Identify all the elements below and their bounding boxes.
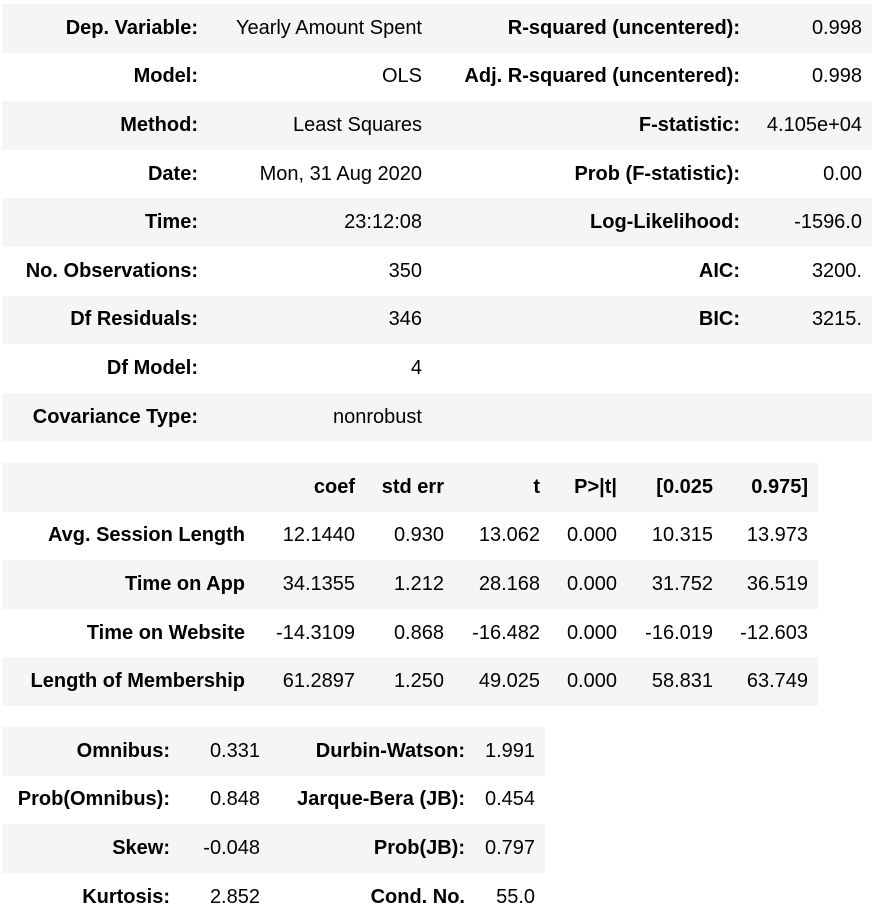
table-cell: -12.603 (740, 621, 808, 644)
summary-value: 3200. (811, 259, 862, 282)
table-row (2, 53, 872, 102)
diagnostic-label: Omnibus: (2, 727, 180, 776)
summary-value: 4.105e+04 (750, 101, 872, 150)
diagnostic-value: -0.048 (180, 824, 270, 873)
summary-label: Adj. R-squared (uncentered): (464, 65, 740, 88)
summary-label: Model: (133, 65, 198, 88)
table-header-row (2, 463, 818, 512)
table-cell: 13.973 (746, 524, 808, 547)
summary-value: 0.998 (811, 65, 862, 88)
table-row (2, 727, 545, 776)
table-cell: 36.519 (723, 560, 818, 609)
table-cell: -16.482 (472, 621, 540, 644)
table-row (2, 560, 818, 609)
table-cell: 10.315 (651, 524, 713, 547)
table-row (2, 198, 872, 247)
table-cell: 63.749 (723, 657, 818, 706)
table-cell: 0.000 (550, 657, 627, 706)
diagnostic-label: Jarque-Bera (JB): (297, 788, 465, 811)
diagnostic-label: Kurtosis: (82, 885, 170, 908)
diagnostic-value: 55.0 (496, 885, 536, 908)
summary-label: Dep. Variable: (2, 4, 208, 53)
summary-label: BIC: (432, 296, 750, 345)
summary-value: 0.00 (823, 162, 862, 185)
summary-label (432, 393, 750, 442)
table-cell: -14.3109 (276, 621, 355, 644)
coefficients-table (2, 463, 818, 706)
diagnostic-label: Durbin-Watson: (270, 727, 475, 776)
summary-label (432, 344, 750, 393)
table-row (2, 101, 872, 150)
summary-label: Method: (2, 101, 208, 150)
summary-value: Least Squares (208, 101, 432, 150)
table-cell: 28.168 (454, 560, 550, 609)
diagnostic-value: 0.797 (475, 824, 545, 873)
diagnostic-value: 0.454 (485, 788, 536, 811)
summary-value: 3215. (750, 296, 872, 345)
diagnostic-value: 1.991 (475, 727, 545, 776)
diagnostic-label: Prob(JB): (270, 824, 475, 873)
summary-value: 4 (410, 356, 422, 379)
summary-value: 0.998 (750, 4, 872, 53)
table-cell: 1.212 (365, 560, 454, 609)
summary-label: No. Observations: (25, 259, 198, 282)
summary-label: AIC: (698, 259, 740, 282)
diagnostic-value: 0.331 (180, 727, 270, 776)
table-cell: -16.019 (645, 621, 713, 644)
summary-value: 350 (388, 259, 422, 282)
row-header: Length of Membership (2, 657, 255, 706)
table-cell: 34.1355 (255, 560, 365, 609)
table-cell: 0.000 (566, 524, 617, 547)
table-cell: 1.250 (365, 657, 454, 706)
table-row (2, 776, 545, 825)
summary-label: Prob (F-statistic): (574, 162, 740, 185)
table-cell: 58.831 (627, 657, 723, 706)
diagnostic-label: Cond. No. (370, 885, 465, 908)
table-row (2, 393, 872, 442)
column-header (2, 463, 255, 512)
table-row (2, 150, 872, 199)
summary-label: Df Model: (106, 356, 198, 379)
column-header: coef (255, 463, 365, 512)
table-cell: 12.1440 (282, 524, 355, 547)
summary-label: Log-Likelihood: (432, 198, 750, 247)
ols-summary-table (2, 4, 872, 441)
column-header: std err (365, 463, 454, 512)
summary-value (750, 344, 872, 393)
table-cell: 0.930 (393, 524, 444, 547)
table-row (2, 4, 872, 53)
table-row (2, 609, 818, 658)
table-row (2, 657, 818, 706)
row-header: Time on App (2, 560, 255, 609)
summary-value: nonrobust (208, 393, 432, 442)
summary-label: Date: (147, 162, 198, 185)
table-row (2, 512, 818, 561)
table-cell: 0.868 (393, 621, 444, 644)
diagnostic-label: Prob(Omnibus): (17, 788, 170, 811)
column-header: 0.975] (723, 463, 818, 512)
table-cell: 61.2897 (255, 657, 365, 706)
summary-value: -1596.0 (750, 198, 872, 247)
diagnostics-table (2, 727, 545, 921)
table-cell: 0.000 (550, 560, 627, 609)
row-header: Time on Website (86, 621, 245, 644)
column-header: [0.025 (627, 463, 723, 512)
summary-value: Yearly Amount Spent (208, 4, 432, 53)
column-header: t (454, 463, 550, 512)
diagnostic-label: Skew: (2, 824, 180, 873)
row-header: Avg. Session Length (47, 524, 245, 547)
table-row (2, 296, 872, 345)
table-cell: 31.752 (627, 560, 723, 609)
summary-label: Covariance Type: (2, 393, 208, 442)
summary-value: 23:12:08 (208, 198, 432, 247)
summary-value: OLS (381, 65, 422, 88)
summary-value: 346 (208, 296, 432, 345)
table-row (2, 873, 545, 922)
column-header: P>|t| (550, 463, 627, 512)
diagnostic-value: 0.848 (209, 788, 260, 811)
summary-value: Mon, 31 Aug 2020 (259, 162, 422, 185)
summary-label: Time: (2, 198, 208, 247)
table-cell: 49.025 (454, 657, 550, 706)
diagnostic-value: 2.852 (209, 885, 260, 908)
summary-label: F-statistic: (432, 101, 750, 150)
summary-value (750, 393, 872, 442)
table-cell: 0.000 (566, 621, 617, 644)
table-row (2, 247, 872, 296)
table-cell: 13.062 (478, 524, 540, 547)
summary-label: Df Residuals: (2, 296, 208, 345)
summary-label: R-squared (uncentered): (432, 4, 750, 53)
table-row (2, 344, 872, 393)
table-row (2, 824, 545, 873)
